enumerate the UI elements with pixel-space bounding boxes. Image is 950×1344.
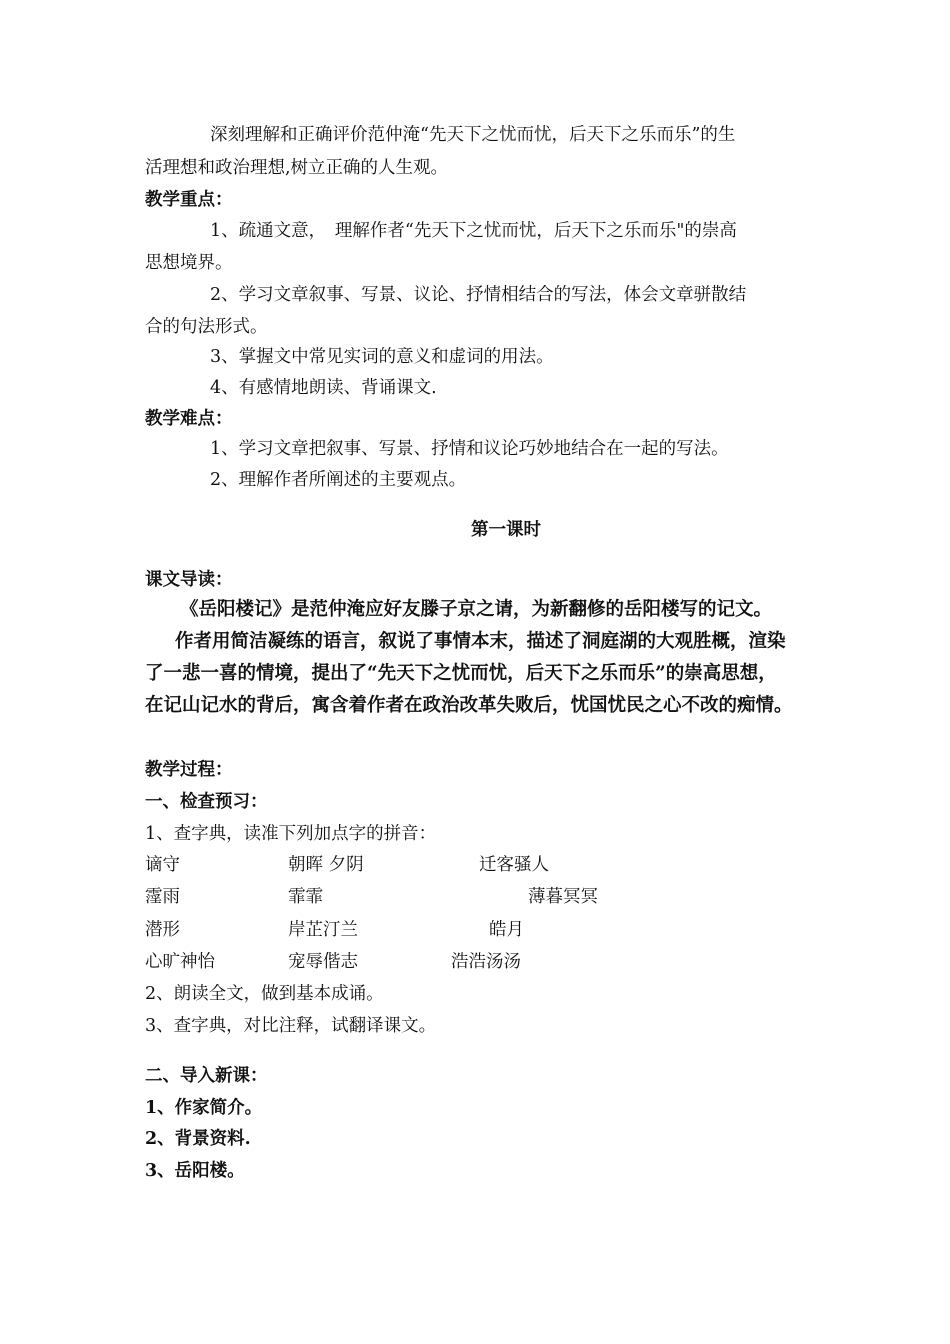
lesson-title: 第一课时 <box>471 520 541 540</box>
process-heading: 教学过程： <box>145 760 233 780</box>
key-point-item: 思想境界。 <box>145 253 233 273</box>
key-points-heading: 教学重点： <box>145 190 233 210</box>
word-item: 薄暮冥冥 <box>528 887 598 907</box>
section2-heading: 二、导入新课： <box>145 1066 268 1086</box>
word-item: 皓月 <box>489 920 524 940</box>
intro-line: 《岳阳楼记》是范仲淹应好友滕子京之请，为新翻修的岳阳楼写的记文。 <box>180 599 773 620</box>
difficult-points-heading: 教学难点： <box>145 409 233 429</box>
difficult-point-item: 1、学习文章把叙事、写景、抒情和议论巧妙地结合在一起的写法。 <box>210 439 729 459</box>
key-point-item: 2、学习文章叙事、写景、议论、抒情相结合的写法，体会文章骈散结 <box>210 285 747 305</box>
word-item: 朝晖 夕阴 <box>288 855 364 875</box>
difficult-point-item: 2、理解作者所阐述的主要观点。 <box>210 470 467 490</box>
word-item: 浩浩汤汤 <box>451 952 521 972</box>
section2-item: 1、作家简介。 <box>145 1098 263 1118</box>
intro-line: 在记山记水的背后，寓含着作者在政治改革失败后，忧国忧民之心不改的痴情。 <box>145 695 793 716</box>
word-item: 岸芷汀兰 <box>288 920 358 940</box>
section2-item: 3、岳阳楼。 <box>145 1161 245 1181</box>
word-item: 潜形 <box>145 920 180 940</box>
key-point-item: 3、掌握文中常见实词的意义和虚词的用法。 <box>210 347 554 367</box>
intro-line: 作者用简洁凝练的语言，叙说了事情本末，描述了洞庭湖的大观胜概，渲染 <box>175 631 786 652</box>
intro-line: 了一悲一喜的情境，提出了“先天下之忧而忧，后天下之乐而乐”的崇高思想， <box>145 663 777 684</box>
key-point-item: 1、疏通文意， 理解作者“先天下之忧而忧，后天下之乐而乐"的崇高 <box>210 221 737 241</box>
section1-task: 2、朗读全文，做到基本成诵。 <box>145 984 384 1004</box>
section1-task: 1、查字典，读准下列加点字的拼音： <box>145 824 437 844</box>
word-item: 心旷神怡 <box>145 952 215 972</box>
section1-heading: 一、检查预习： <box>145 792 268 812</box>
word-item: 宠辱偕志 <box>288 952 358 972</box>
key-point-item: 合的句法形式。 <box>145 317 268 337</box>
key-point-item: 4、有感情地朗读、背诵课文. <box>210 378 437 398</box>
section1-task: 3、查字典，对比注释，试翻译课文。 <box>145 1016 437 1036</box>
word-item: 迁客骚人 <box>479 855 549 875</box>
word-item: 霏霏 <box>288 887 323 907</box>
objective-line: 活理想和政治理想,树立正确的人生观。 <box>145 158 449 178</box>
word-item: 谪守 <box>145 855 180 875</box>
intro-heading: 课文导读： <box>145 570 233 590</box>
word-item: 霪雨 <box>145 887 180 907</box>
section2-item: 2、背景资料. <box>145 1129 251 1149</box>
objective-line: 深刻理解和正确评价范仲淹“先天下之忧而忧，后天下之乐而乐”的生 <box>210 125 736 145</box>
